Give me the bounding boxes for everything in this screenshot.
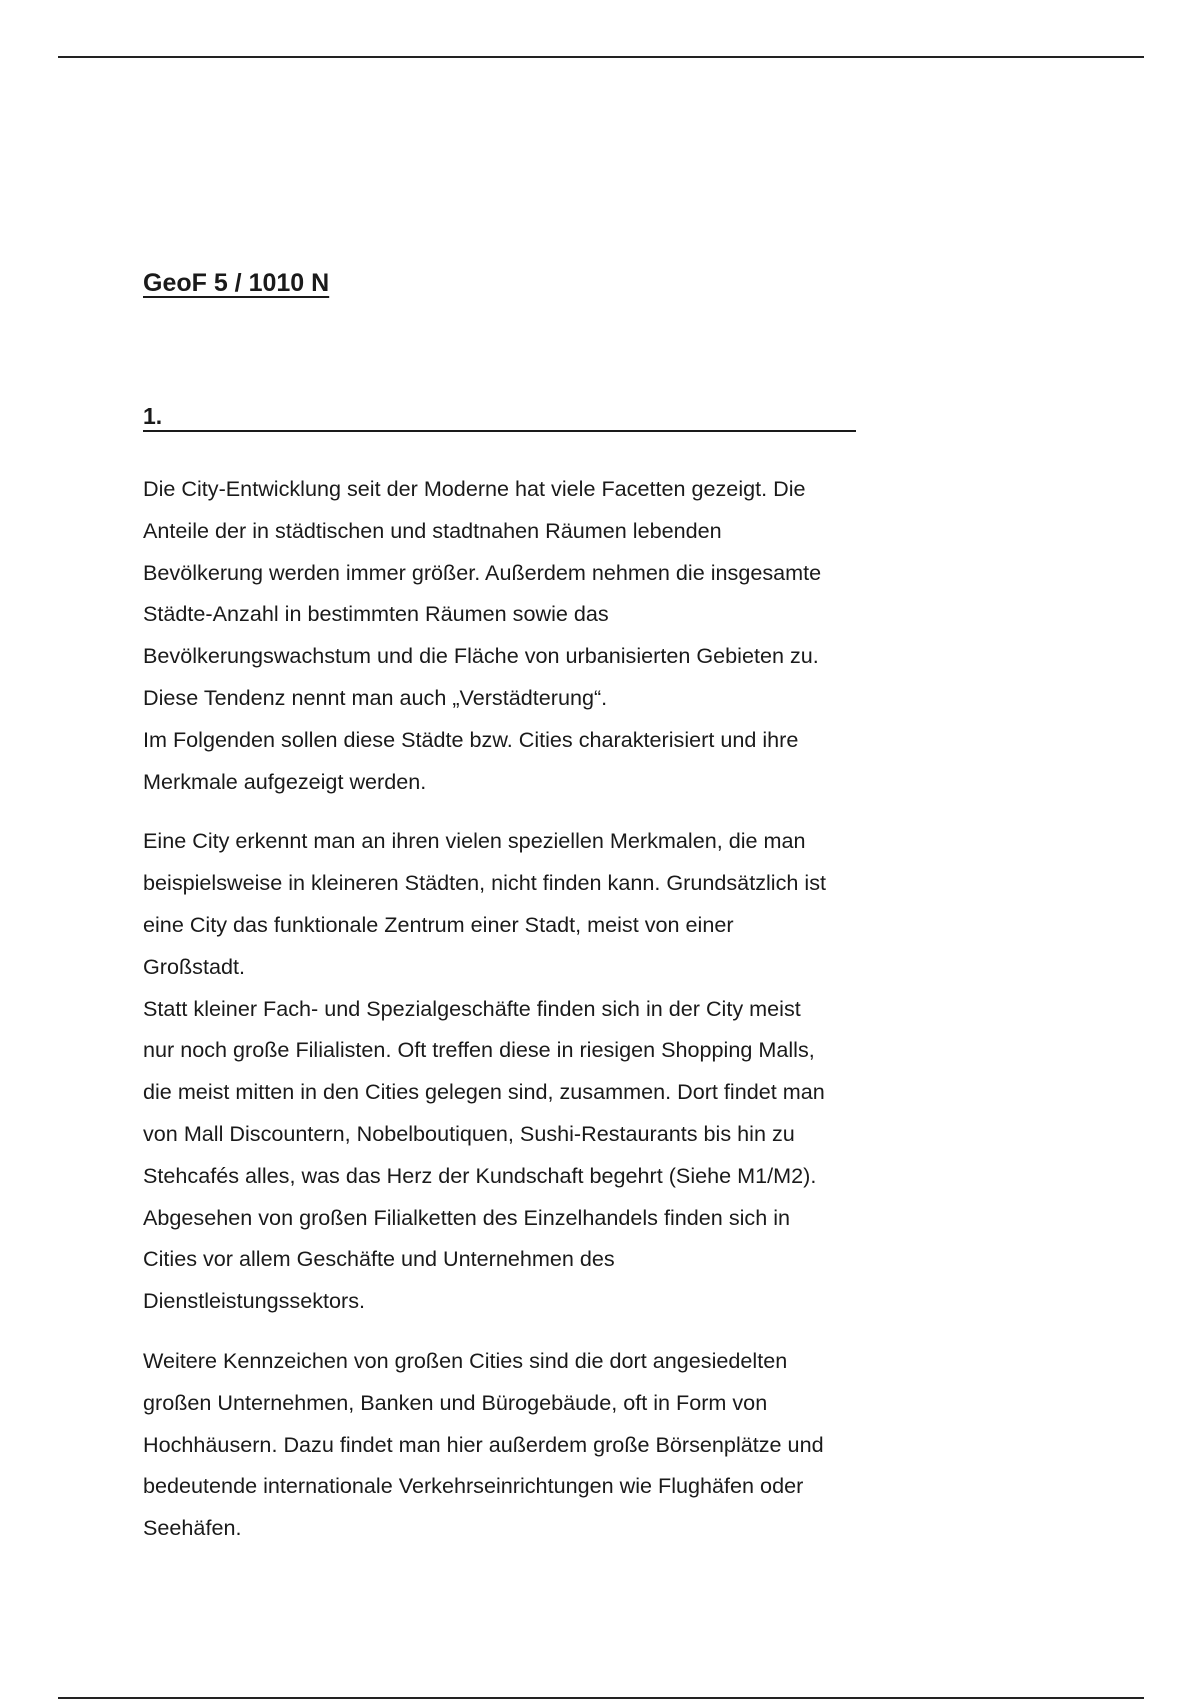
bottom-rule <box>58 1697 1144 1699</box>
text-line: Bevölkerungswachstum und die Fläche von urbanisierten Gebieten zu. <box>143 643 819 669</box>
text-line: die meist mitten in den Cities gelegen sind, zusammen. Dort findet man <box>143 1079 825 1105</box>
text-line: großen Unternehmen, Banken und Bürogebäude, oft in Form von <box>143 1389 768 1415</box>
paragraph <box>143 468 933 802</box>
text-line: von Mall Discountern, Nobelboutiquen, Sushi-Restaurants bis hin zu <box>143 1120 795 1146</box>
text-line: Weitere Kennzeichen von großen Cities sind die dort angesiedelten <box>143 1347 788 1373</box>
text-line: nur noch große Filialisten. Oft treffen diese in riesigen Shopping Malls, <box>143 1037 815 1063</box>
paragraph <box>143 820 933 1322</box>
text-line: Diese Tendenz nennt man auch „Verstädterung“. <box>143 684 608 710</box>
body-text <box>143 468 933 1567</box>
text-line: eine City das funktionale Zentrum einer Stadt, meist von einer <box>143 911 734 937</box>
text-line: Merkmale aufgezeigt werden. <box>143 768 427 794</box>
text-line: Statt kleiner Fach- und Spezialgeschäfte finden sich in der City meist <box>143 995 801 1021</box>
section-heading: 1. <box>143 402 856 432</box>
text-line: Die City-Entwicklung seit der Moderne hat viele Facetten gezeigt. Die <box>143 476 806 501</box>
top-rule <box>58 56 1144 58</box>
document-title: GeoF 5 / 1010 N <box>143 269 330 297</box>
paragraph <box>143 1340 933 1549</box>
text-line: Eine City erkennt man an ihren vielen speziellen Merkmalen, die man <box>143 828 806 854</box>
text-line: Cities vor allem Geschäfte und Unternehmen des <box>143 1246 615 1272</box>
text-line: Großstadt. <box>143 953 246 979</box>
text-line: bedeutende internationale Verkehrseinrichtungen wie Flughäfen oder <box>143 1473 804 1499</box>
text-line: Städte-Anzahl in bestimmten Räumen sowie das <box>143 601 609 627</box>
text-line: Hochhäusern. Dazu findet man hier außerdem große Börsenplätze und <box>143 1431 824 1457</box>
text-line: Im Folgenden sollen diese Städte bzw. Cities charakterisiert und ihre <box>143 726 799 752</box>
text-line: Anteile der in städtischen und stadtnahen Räumen lebenden <box>143 517 722 543</box>
text-line: Abgesehen von großen Filialketten des Einzelhandels finden sich in <box>143 1204 791 1230</box>
text-line: beispielsweise in kleineren Städten, nicht finden kann. Grundsätzlich ist <box>143 870 826 896</box>
text-line: Stehcafés alles, was das Herz der Kundschaft begehrt (Siehe M1/M2). <box>143 1162 817 1188</box>
text-line: Dienstleistungssektors. <box>143 1288 366 1314</box>
text-line: Bevölkerung werden immer größer. Außerdem nehmen die insgesamte <box>143 559 822 585</box>
text-line: Seehäfen. <box>143 1515 242 1541</box>
